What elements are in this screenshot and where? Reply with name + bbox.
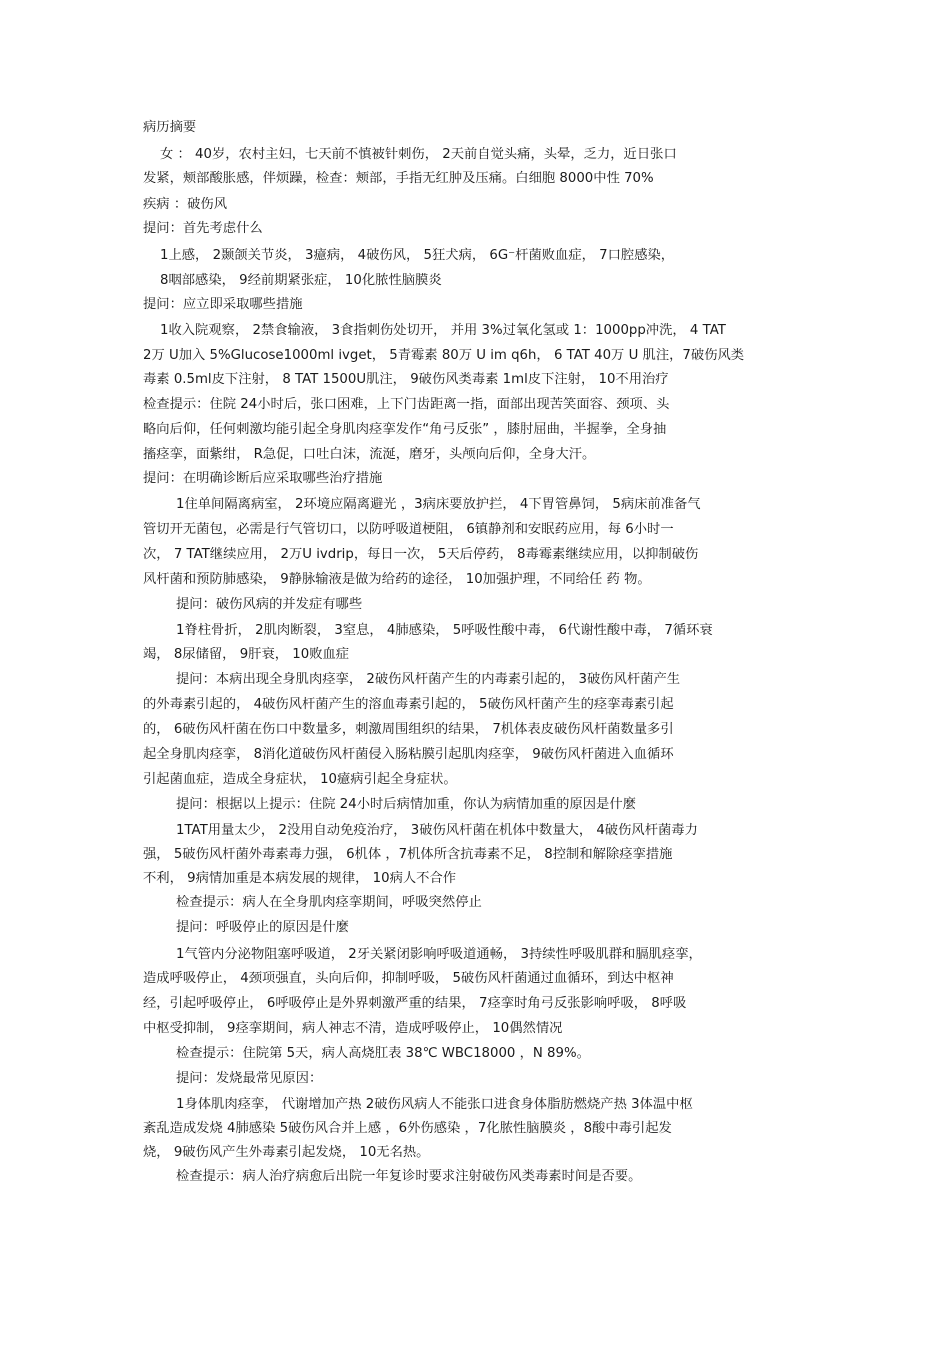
text-line: 1上感， 2颞颌关节炎， 3癔病， 4破伤风， 5狂犬病， 6G⁻杆菌败血症， 7口腔感染， xyxy=(160,248,675,263)
text-line: 提问：本病出现全身肌肉痉挛， 2破伤风杆菌产生的内毒素引起的， 3破伤风杆菌产生 xyxy=(176,672,681,687)
question-heading: 提问：应立即采取哪些措施 xyxy=(143,297,303,312)
question-heading: 提问：在明确诊断后应采取哪些治疗措施 xyxy=(143,471,383,486)
text-line: 中枢受抑制， 9痉挛期间，病人神志不清，造成呼吸停止， 10偶然情况 xyxy=(143,1021,563,1036)
text-line: 8咽部感染， 9经前期紧张症， 10化脓性脑膜炎 xyxy=(160,273,442,288)
text-line: 1收入院观察， 2禁食输液， 3食指刺伤处切开， 并用 3%过氧化氢或 1：1000pp冲洗， 4 TAT xyxy=(160,323,726,338)
text-line: 造成呼吸停止， 4颈项强直，头向后仰，抑制呼吸， 5破伤风杆菌通过血循环，到达中枢神 xyxy=(143,971,674,986)
text-line: 1身体肌肉痉挛， 代谢增加产热 2破伤风病人不能张口进食身体脂肪燃烧产热 3体温中枢 xyxy=(176,1097,693,1112)
text-line: 引起菌血症，造成全身症状， 10癔病引起全身症状。 xyxy=(143,772,457,787)
text-line: 强， 5破伤风杆菌外毒素毒力强， 6机体 ，7机体所含抗毒素不足， 8控制和解除痉挛措施 xyxy=(143,847,673,862)
text-line: 次， 7 TAT继续应用， 2万U ivdrip，每日一次， 5天后停药， 8毒霉素继续应用，以抑制破伤 xyxy=(143,547,699,562)
text-line: 紊乱造成发烧 4肺感染 5破伤风合并上感 ，6外伤感染 ，7化脓性脑膜炎 ，8酸中毒引起发 xyxy=(143,1121,672,1136)
text-line: 起全身肌肉痉挛， 8消化道破伤风杆菌侵入肠粘膜引起肌肉痉挛， 9破伤风杆菌进入血循环 xyxy=(143,747,674,762)
question-heading: 提问：呼吸停止的原因是什麼 xyxy=(176,920,349,935)
text-line: 的外毒素引起的， 4破伤风杆菌产生的溶血毒素引起的， 5破伤风杆菌产生的痉挛毒素引起 xyxy=(143,697,674,712)
text-line: 毒素 0.5ml皮下注射， 8 TAT 1500U肌注， 9破伤风类毒素 1ml皮下注射， 10不用治疗 xyxy=(143,372,669,387)
text-line: 1脊柱骨折， 2肌肉断裂， 3窒息， 4肺感染， 5呼吸性酸中毒， 6代谢性酸中毒， 7循环衰 xyxy=(176,623,713,638)
text-line: 检查提示：住院第 5天，病人高烧肛表 38℃ WBC18000 ，N 89%。 xyxy=(176,1046,590,1061)
question-heading: 提问：发烧最常见原因： xyxy=(176,1071,323,1086)
text-line: 检查提示：病人治疗病愈后出院一年复诊时要求注射破伤风类毒素时间是否要。 xyxy=(176,1169,642,1184)
text-line: 搐痉挛，面紫绀， R急促，口吐白沫，流涎，磨牙，头颅向后仰，全身大汗。 xyxy=(143,447,596,462)
text-line: 的， 6破伤风杆菌在伤口中数量多，刺激周围组织的结果， 7机体表皮破伤风杆菌数量多引 xyxy=(143,722,674,737)
text-line: 风杆菌和预防肺感染， 9静脉输液是做为给药的途径， 10加强护理，不同给任 药 物。 xyxy=(143,572,651,587)
text-line: 烧， 9破伤风产生外毒素引起发烧， 10无名热。 xyxy=(143,1145,430,1160)
text-line: 不利， 9病情加重是本病发展的规律， 10病人不合作 xyxy=(143,871,457,886)
text-line: 管切开无菌包，必需是行气管切口，以防呼吸道梗阻， 6镇静剂和安眠药应用，每 6小时一 xyxy=(143,522,674,537)
question-heading: 提问：首先考虑什么 xyxy=(143,221,263,236)
document-title: 病历摘要 xyxy=(143,120,197,135)
text-line: 检查提示：病人在全身肌肉痉挛期间，呼吸突然停止 xyxy=(176,895,482,910)
text-line: 经，引起呼吸停止， 6呼吸停止是外界刺激严重的结果， 7痉挛时角弓反张影响呼吸， 8呼吸 xyxy=(143,996,687,1011)
text-line: 1住单间隔离病室， 2环境应隔离避光 ，3病床要放护拦， 4下胃管鼻饲， 5病床前准备气 xyxy=(176,497,701,512)
question-heading: 提问：根据以上提示：住院 24小时后病情加重，你认为病情加重的原因是什麼 xyxy=(176,797,636,812)
text-line: 发紧，颊部酸胀感，伴烦躁，检查：颊部，手指无红肿及压痛。白细胞 8000中性 70% xyxy=(143,171,654,186)
text-line: 1TAT用量太少， 2没用自动免疫治疗， 3破伤风杆菌在机体中数量大， 4破伤风杆菌毒力 xyxy=(176,823,698,838)
text-line: 略向后仰，任何刺激均能引起全身肌肉痉挛发作“角弓反张” ，膝肘屈曲，半握拳，全身抽 xyxy=(143,422,667,437)
text-line: 女 ： 40岁，农村主妇，七天前不慎被针刺伤， 2天前自觉头痛，头晕，乏力，近日张口 xyxy=(160,147,677,162)
question-heading: 提问：破伤风病的并发症有哪些 xyxy=(176,597,363,612)
text-line: 检查提示：住院 24小时后，张口困难，上下门齿距离一指，面部出现苦笑面容、颈项、头 xyxy=(143,397,670,412)
text-line: 1气管内分泌物阻塞呼吸道， 2牙关紧闭影响呼吸道通畅， 3持续性呼吸肌群和膈肌痉挛， xyxy=(176,947,702,962)
text-line: 2万 U加入 5%Glucose1000ml ivget， 5青霉素 80万 U im q6h， 6 TAT 40万 U 肌注，7破伤风类 xyxy=(143,348,745,363)
text-line: 竭， 8尿储留， 9肝衰， 10败血症 xyxy=(143,647,350,662)
text-line: 疾病 ：破伤风 xyxy=(143,197,228,212)
